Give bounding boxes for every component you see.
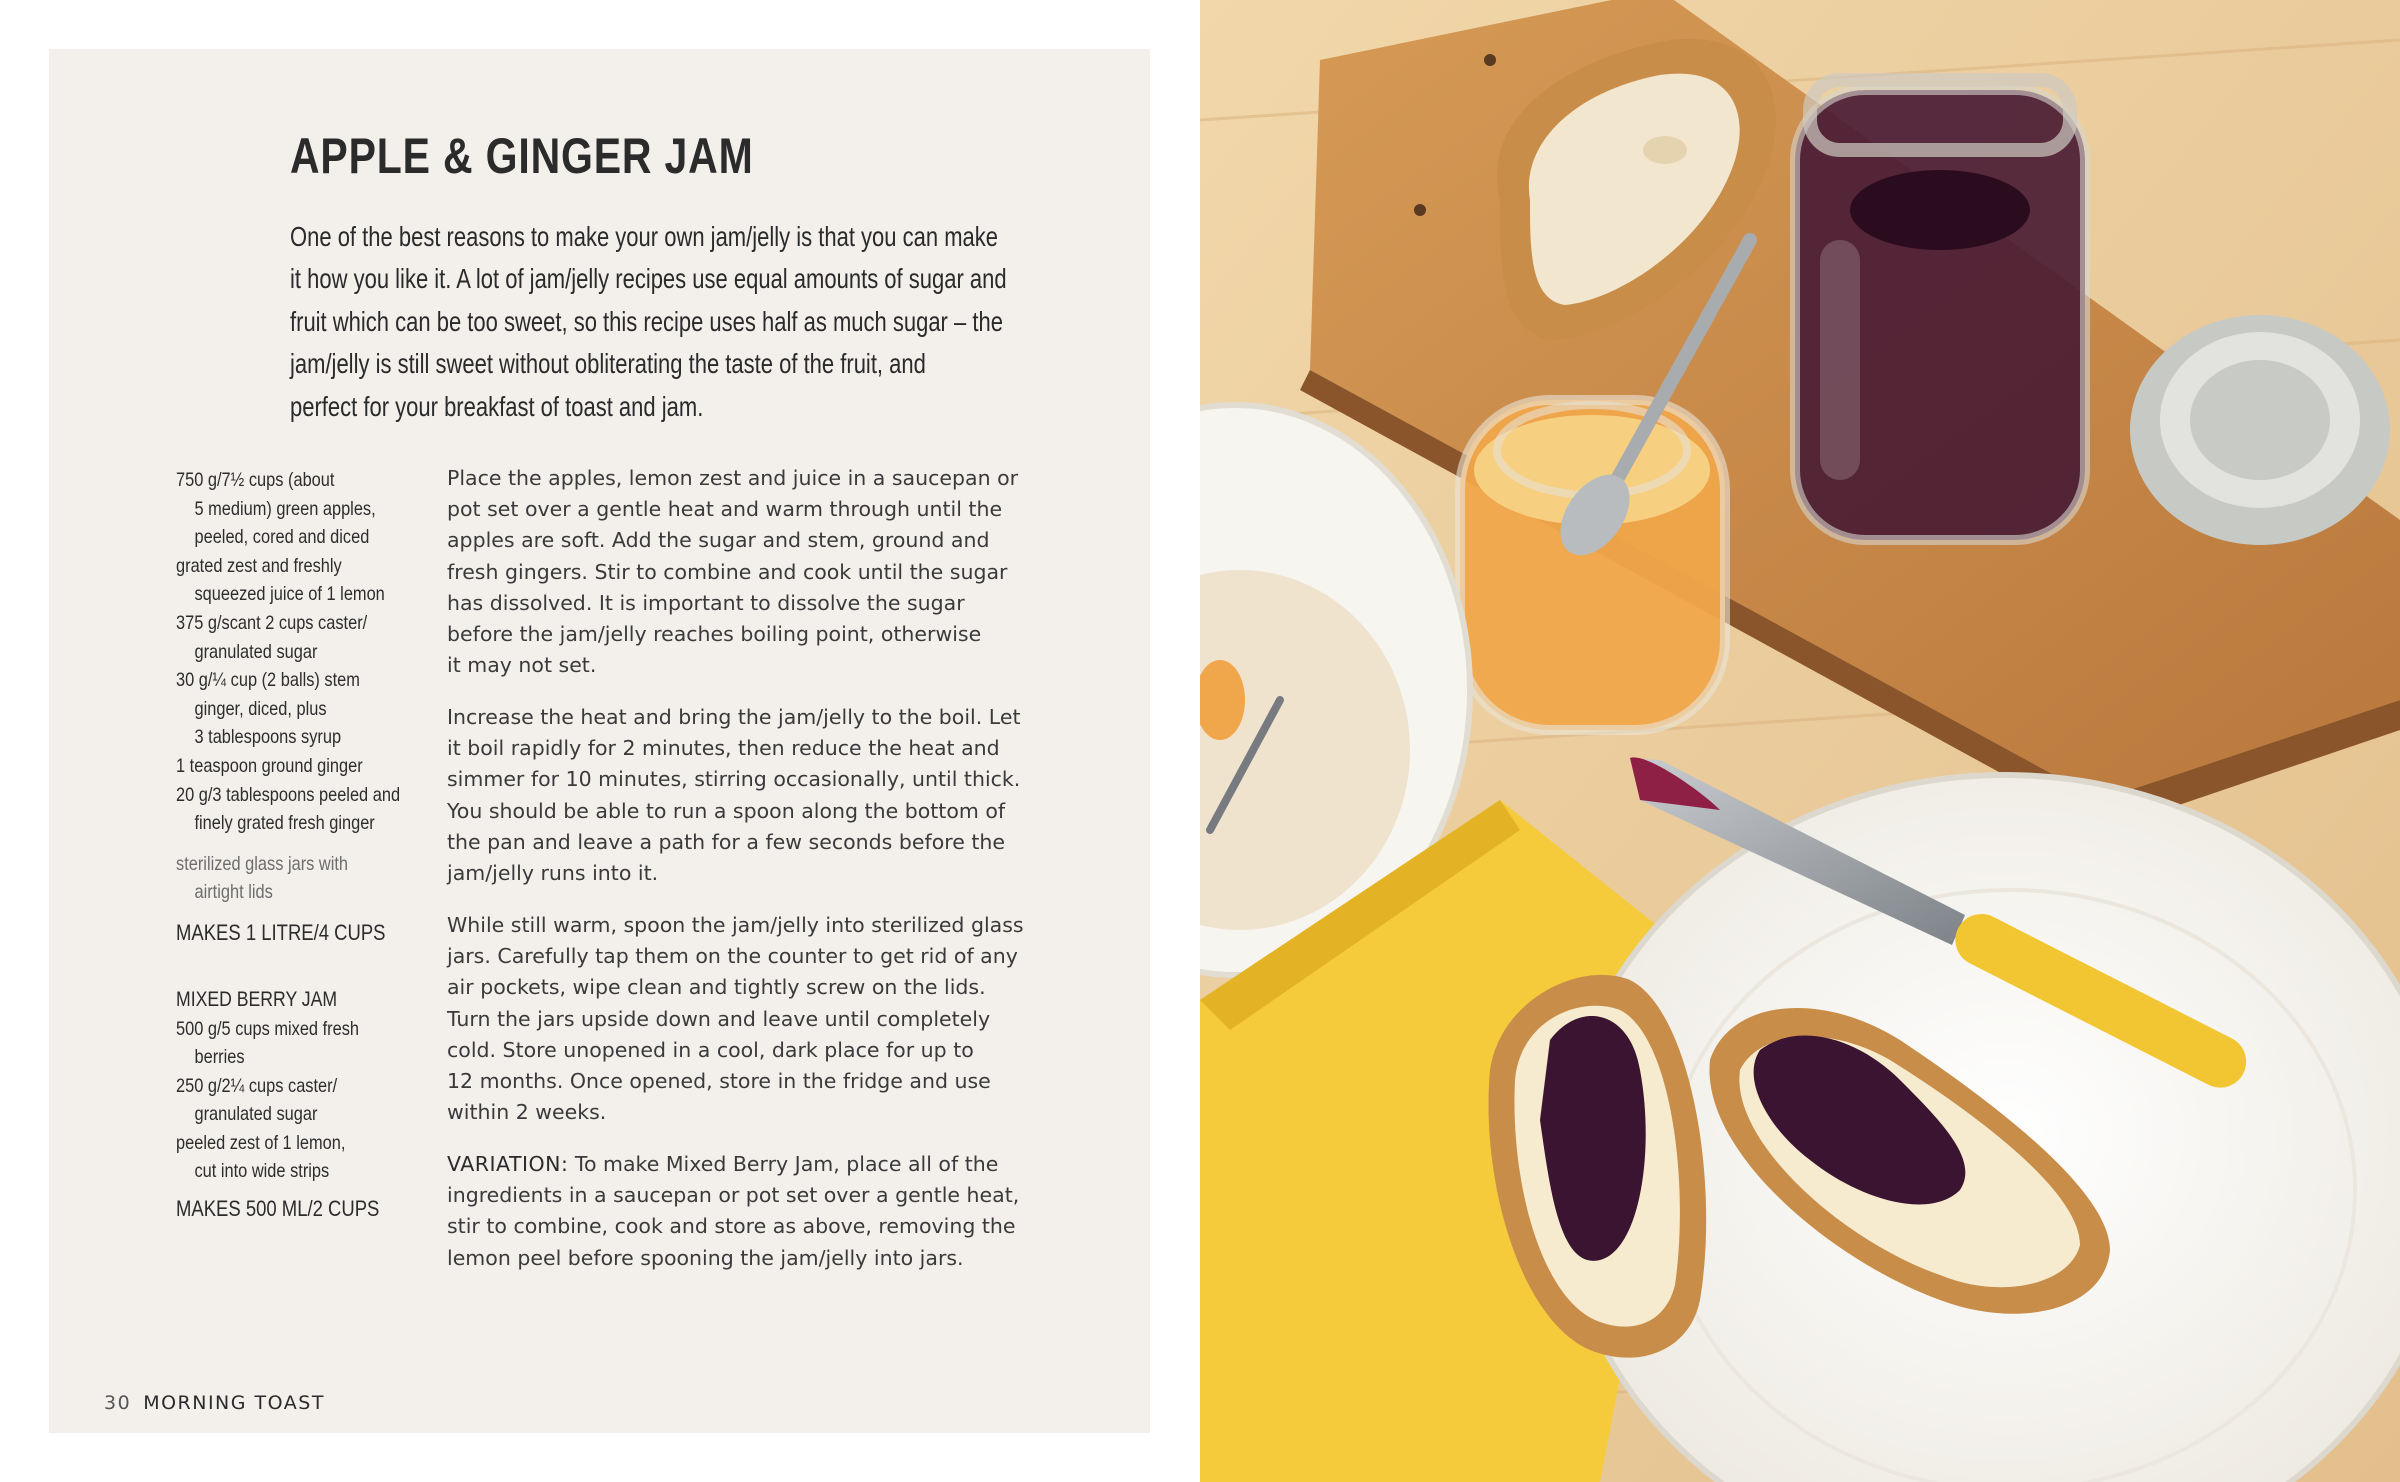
- ingredient-line: finely grated fresh ginger: [194, 812, 375, 835]
- recipe-title: APPLE & GINGER JAM: [290, 128, 754, 184]
- method-line: fresh gingers. Stir to combine and cook until the sugar: [447, 559, 1008, 584]
- ingredient-line: 30 g/¼ cup (2 balls) stem: [176, 669, 360, 692]
- ingredient-line: 250 g/2¼ cups caster/: [176, 1074, 338, 1097]
- method-line: Turn the jars upside down and leave until completely: [447, 1006, 991, 1031]
- ingredient-line: 375 g/scant 2 cups caster/: [176, 611, 368, 634]
- method-line: lemon peel before spooning the jam/jelly into jars.: [447, 1245, 964, 1270]
- variation-paragraph: [447, 1149, 1087, 1274]
- ingredient-line: berries: [194, 1046, 245, 1069]
- method-line: before the jam/jelly reaches boiling point, otherwise: [447, 622, 982, 647]
- method-line: stir to combine, cook and store as above, removing the: [447, 1214, 1016, 1239]
- ingredient-line: 750 g/7½ cups (about: [176, 469, 335, 491]
- apple-ginger-jam-jar: [1460, 400, 1725, 730]
- ingredient-line: granulated sugar: [194, 640, 318, 663]
- ingredient-item: [176, 552, 407, 609]
- method-line: pot set over a gentle heat and warm through until the: [447, 497, 1003, 522]
- ingredient-line: squeezed juice of 1 lemon: [194, 583, 385, 606]
- recipe-intro: [290, 216, 1007, 428]
- ingredient-line: granulated sugar: [194, 1103, 318, 1126]
- method-line: air pockets, wipe clean and tightly screw on the lids.: [447, 975, 986, 1000]
- jar-lid: [2130, 315, 2390, 545]
- ingredient-line: grated zest and freshly: [176, 554, 342, 577]
- berry-jam-jar: [1795, 80, 2085, 540]
- ingredient-item: [176, 752, 407, 781]
- recipe-photo: [1200, 0, 2400, 1482]
- equipment-line: airtight lids: [194, 881, 273, 904]
- ingredient-line: peeled, cored and diced: [194, 526, 370, 549]
- ingredient-line: cut into wide strips: [194, 1160, 330, 1183]
- method-paragraph: [447, 463, 1087, 681]
- ingredient-line: 1 teaspoon ground ginger: [176, 754, 363, 777]
- method-paragraph: [447, 910, 1087, 1128]
- method-line: jam/jelly runs into it.: [447, 861, 659, 886]
- ingredient-item: [176, 1072, 407, 1129]
- method-paragraph: [447, 702, 1087, 889]
- method-line: ingredients in a saucepan or pot set over a gentle heat,: [447, 1183, 1020, 1208]
- variation-yield-label: MAKES 500 ML/2 CUPS: [176, 1196, 380, 1222]
- method-line: within 2 weeks.: [447, 1100, 607, 1125]
- ingredient-item: [176, 609, 407, 666]
- ingredient-line: 5 medium) green apples,: [194, 497, 376, 520]
- ingredient-item: [176, 1015, 407, 1072]
- method-line: [447, 1149, 1087, 1180]
- photo-illustration: [1200, 0, 2400, 1482]
- page-footer: [104, 1392, 325, 1414]
- method-line: the pan and leave a path for a few seconds before the: [447, 829, 1005, 854]
- method-line: Increase the heat and bring the jam/jelly to the boil. Let: [447, 705, 1021, 729]
- section-name: MORNING TOAST: [143, 1392, 325, 1414]
- method-line: has dissolved. It is important to dissolve the sugar: [447, 590, 965, 615]
- intro-line: it how you like it. A lot of jam/jelly recipes use equal amounts of sugar and: [290, 263, 1007, 295]
- ingredient-item: [176, 1129, 407, 1186]
- ingredient-item: [176, 666, 407, 752]
- method-line: it may not set.: [447, 653, 597, 678]
- ingredient-item: [176, 466, 407, 552]
- method-line: jars. Carefully tap them on the counter to get rid of any: [447, 944, 1018, 969]
- method-line: apples are soft. Add the sugar and stem, ground and: [447, 528, 990, 553]
- method-line: 12 months. Once opened, store in the fridge and use: [447, 1069, 991, 1094]
- method-line: Place the apples, lemon zest and juice in a saucepan or: [447, 466, 1019, 490]
- variation-label: VARIATION:: [447, 1152, 569, 1176]
- ingredient-line: 20 g/3 tablespoons peeled and: [176, 783, 401, 806]
- method-line: While still warm, spoon the jam/jelly into sterilized glass: [447, 913, 1024, 937]
- equipment-line: sterilized glass jars with: [176, 852, 349, 875]
- page-number: 30: [104, 1392, 132, 1414]
- intro-line: fruit which can be too sweet, so this recipe uses half as much sugar – the: [290, 305, 1003, 337]
- ingredients-list: [176, 466, 407, 1222]
- method-line: simmer for 10 minutes, stirring occasionally, until thick.: [447, 767, 1021, 792]
- intro-line: jam/jelly is still sweet without obliterating the taste of the fruit, and: [290, 348, 926, 380]
- intro-line: One of the best reasons to make your own jam/jelly is that you can make: [290, 221, 999, 252]
- ingredient-line: 500 g/5 cups mixed fresh: [176, 1017, 360, 1040]
- ingredient-item: [176, 781, 407, 838]
- ingredient-line: ginger, diced, plus: [194, 697, 327, 720]
- intro-line: perfect for your breakfast of toast and jam.: [290, 390, 704, 422]
- ingredient-line: peeled zest of 1 lemon,: [176, 1131, 346, 1154]
- method-line: You should be able to run a spoon along the bottom of: [447, 798, 1006, 823]
- ingredient-line: 3 tablespoons syrup: [194, 726, 342, 749]
- variation-heading: MIXED BERRY JAM: [176, 987, 338, 1011]
- variation-text: To make Mixed Berry Jam, place all of the: [568, 1152, 999, 1176]
- yield-label: MAKES 1 LITRE/4 CUPS: [176, 919, 386, 945]
- method-line: cold. Store unopened in a cool, dark place for up to: [447, 1037, 974, 1062]
- equipment-note: [176, 850, 407, 907]
- method-line: it boil rapidly for 2 minutes, then reduce the heat and: [447, 736, 1000, 761]
